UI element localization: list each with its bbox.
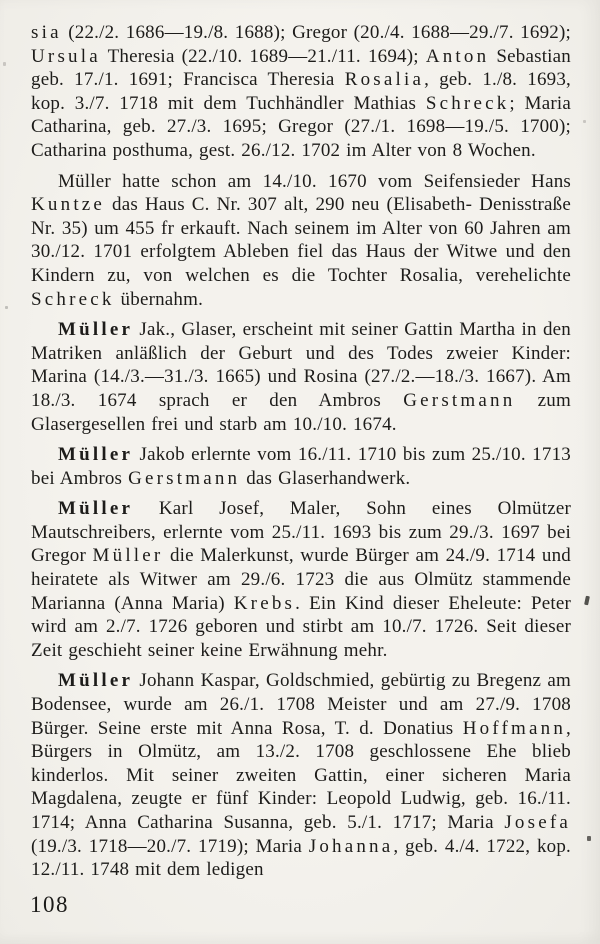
scan-speck: [584, 596, 590, 606]
entry-headword: Müller: [58, 670, 134, 692]
text-segment: ; Maria Catharina, geb. 27./3. 1695; Gregor (27./1. 1698—19./5. 1700); Catharina posthuma, gest. 26./12. 1702 im Alter von 8 Wochen.: [31, 92, 572, 161]
text-segment: zum Glasergesellen frei und starb am 10./10. 1674.: [31, 389, 571, 435]
text-segment: Sebastian geb. 17./1. 1691; Francisca Theresia: [31, 45, 571, 91]
paragraph: [31, 170, 571, 312]
text-segment: das Haus C. Nr. 307 alt, 290 neu (Elisabeth- Denisstraße Nr. 35) um 455 fr erkauft. Nach seinem im Alter von 60 Jahren am 30./12. 1701 erfolgtem Ableben fiel das Haus der Witwe und den Kindern zu, von welchen es die Tochter Rosalia, verehelichte: [31, 194, 571, 286]
letterspaced-name: Müller: [92, 545, 164, 567]
scan-speck: [587, 836, 591, 841]
text-segment: , geb. 4./4. 1722, kop. 12./11. 1748 mit dem ledigen: [31, 835, 571, 881]
letterspaced-name: Johanna: [308, 835, 394, 857]
letterspaced-name: Josefa: [504, 812, 571, 833]
letterspaced-name: Gerstmann: [403, 389, 516, 411]
paragraph: [31, 21, 571, 163]
text-segment: übernahm.: [114, 288, 204, 310]
text-segment: Jakob erlernte vom 16./11. 1710 bis zum 25./10. 1713 bei Ambros: [31, 444, 571, 489]
page-number: 108: [30, 892, 69, 917]
paragraph: [31, 669, 571, 881]
paragraph: [31, 497, 571, 662]
text-segment: , Bürgers in Olmütz, am 13./2. 1708 geschlossene Ehe blieb kinderlos. Mit seiner zweiten Gattin, einer sicheren Maria Magdalena, zeugte er fünf Kinder: Leopold Ludwig, geb. 16./11. 1714; Anna Catharina Susanna, geb. 5./1. 1717; Maria: [31, 717, 571, 833]
letterspaced-name: Rosalia: [344, 69, 425, 91]
scan-speck: [5, 306, 8, 309]
text-segment: . Ein Kind dieser Eheleute: Peter wird am 2./7. 1726 geboren und stirbt am 10./7. 1726. Seit dieser Zeit geschieht seiner keine Erwähnung mehr.: [31, 592, 572, 661]
letterspaced-name: Schreck: [31, 288, 115, 310]
text-column: [31, 21, 571, 882]
text-segment: die Malerkunst, wurde Bürger am 24./9. 1714 und heiratete als Witwer am 29./6. 1723 die aus Olmütz stammende Marianna (Anna Maria): [31, 545, 571, 614]
text-segment: , geb. 1./8. 1693, kop. 3./7. 1718 mit dem Tuchhändler Mathias: [31, 69, 571, 114]
letterspaced-name: Schreck: [425, 92, 510, 114]
paragraph: [31, 318, 571, 436]
letterspaced-name: Ursula: [31, 45, 101, 67]
scan-speck: [3, 62, 6, 66]
text-segment: (22./2. 1686—19./8. 1688); Gregor (20./4. 1688—29./7. 1692);: [61, 22, 571, 43]
letterspaced-name: Anton: [425, 45, 490, 67]
letterspaced-name: Hoffmann: [462, 717, 567, 739]
scan-speck: [583, 120, 586, 123]
text-segment: Johann Kaspar, Goldschmied, gebürtig zu Bregenz am Bodensee, wurde am 26./1. 1708 Meister und am 27./9. 1708 Bürger. Seine erste mit Anna Rosa, T. d. Donatius: [31, 670, 571, 739]
text-segment: Karl Josef, Maler, Sohn eines Olmützer Mautschreibers, erlernte vom 25./11. 1693 bis zum 29./3. 1697 bei Gregor: [31, 498, 571, 567]
letterspaced-name: Gerstmann: [128, 467, 241, 489]
text-segment: Theresia (22./10. 1689—21./11. 1694);: [100, 45, 426, 67]
paragraph: [31, 443, 571, 490]
letterspaced-name: Kuntze: [31, 194, 106, 216]
text-segment: (19./3. 1718—20./7. 1719); Maria: [31, 835, 309, 857]
text-segment: das Glaserhandwerk.: [240, 467, 411, 489]
text-segment: Jak., Glaser, erscheint mit seiner Gattin Martha in den Matriken anläßlich der Geburt und des Todes zweier Kinder: Marina (14./3.—31./3. 1665) und Rosina (27./2.—18./3. 1667). Am 18./3. 1674 sprach er den Ambros: [31, 319, 571, 411]
entry-headword: Müller: [58, 444, 134, 466]
letterspaced-name: Krebs: [233, 592, 296, 614]
text-segment: Müller hatte schon am 14./10. 1670 vom Seifensieder Hans: [58, 170, 571, 192]
entry-headword: Müller: [58, 319, 134, 341]
entry-headword: Müller: [58, 498, 134, 520]
letterspaced-name: sia: [31, 22, 62, 43]
